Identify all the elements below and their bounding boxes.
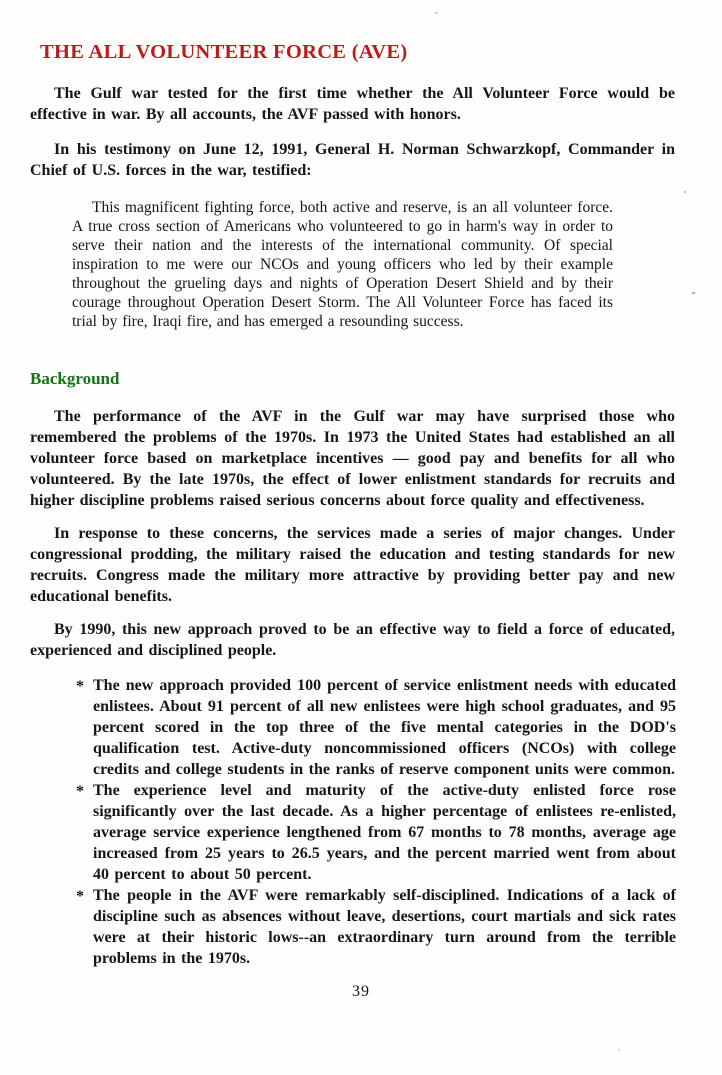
- bullet-list: [76, 675, 676, 969]
- scan-artifact: [692, 292, 695, 294]
- bullet-marker: *: [76, 888, 84, 905]
- bullet-marker: *: [76, 783, 84, 800]
- page-number: 39: [352, 983, 370, 1000]
- scan-artifact: [684, 191, 686, 193]
- bullet-marker: *: [76, 678, 84, 695]
- intro-paragraph-1: The Gulf war tested for the first time whether the All Volunteer Force would be effective in war. By all accounts, the AVF passed with honors.: [30, 85, 675, 123]
- testimony-quote: This magnificent fighting force, both active and reserve, is an all volunteer force. A true cross section of Americans who volunteered to go in harm's way in order to serve their nation and the interests of the international community. Of special inspiration to me were our NCOs and young officers who led by their example throughout the grueling days and nights of Operation Desert Shield and by their courage throughout Operation Desert Storm. The All Volunteer Force has faced its trial by fire, Iraqi fire, and has emerged a resounding success.: [72, 199, 613, 330]
- bullet-text: The new approach provided 100 percent of service enlistment needs with educated enlistees. About 91 percent of all new enlistees were high school graduates, and 95 percent scored in the top three of the five mental categories in the DOD's qualification test. Active-duty noncommissioned officers (NCOs) with college credits and college students in the ranks of reserve component units were common.: [93, 677, 676, 778]
- list-item: [76, 780, 676, 885]
- intro-paragraph-2: In his testimony on June 12, 1991, General H. Norman Schwarzkopf, Commander in Chief of U.S. forces in the war, testified:: [30, 141, 675, 179]
- document-title: THE ALL VOLUNTEER FORCE (AVE): [40, 41, 408, 63]
- background-paragraph-1: The performance of the AVF in the Gulf war may have surprised those who remembered the problems of the 1970s. In 1973 the United States had established an all volunteer force based on marketplace incentives — good pay and benefits for all who volunteered. By the late 1970s, the effect of lower enlistment standards for recruits and higher discipline problems raised serious concerns about force quality and effectiveness.: [30, 408, 675, 509]
- bullet-text: The people in the AVF were remarkably self-disciplined. Indications of a lack of discipline such as absences without leave, desertions, court martials and sick rates were at their historic lows--an extraordinary turn around from the terrible problems in the 1970s.: [93, 887, 676, 967]
- scan-artifact: [618, 1049, 620, 1051]
- list-item: [76, 885, 676, 969]
- background-paragraph-3: By 1990, this new approach proved to be an effective way to field a force of educated, experienced and disciplined people.: [30, 621, 675, 659]
- background-paragraph-2: In response to these concerns, the services made a series of major changes. Under congressional prodding, the military raised the education and testing standards for new recruits. Congress made the military more attractive by providing better pay and new educational benefits.: [30, 525, 675, 605]
- bullet-text: The experience level and maturity of the active-duty enlisted force rose significantly over the last decade. As a higher percentage of enlistees re-enlisted, average service experience lengthened from 67 months to 78 months, average age increased from 25 years to 26.5 years, and the percent married went from about 40 percent to about 50 percent.: [93, 782, 676, 883]
- section-heading-background: Background: [30, 369, 120, 388]
- scan-artifact: [435, 12, 438, 14]
- list-item: [76, 675, 676, 780]
